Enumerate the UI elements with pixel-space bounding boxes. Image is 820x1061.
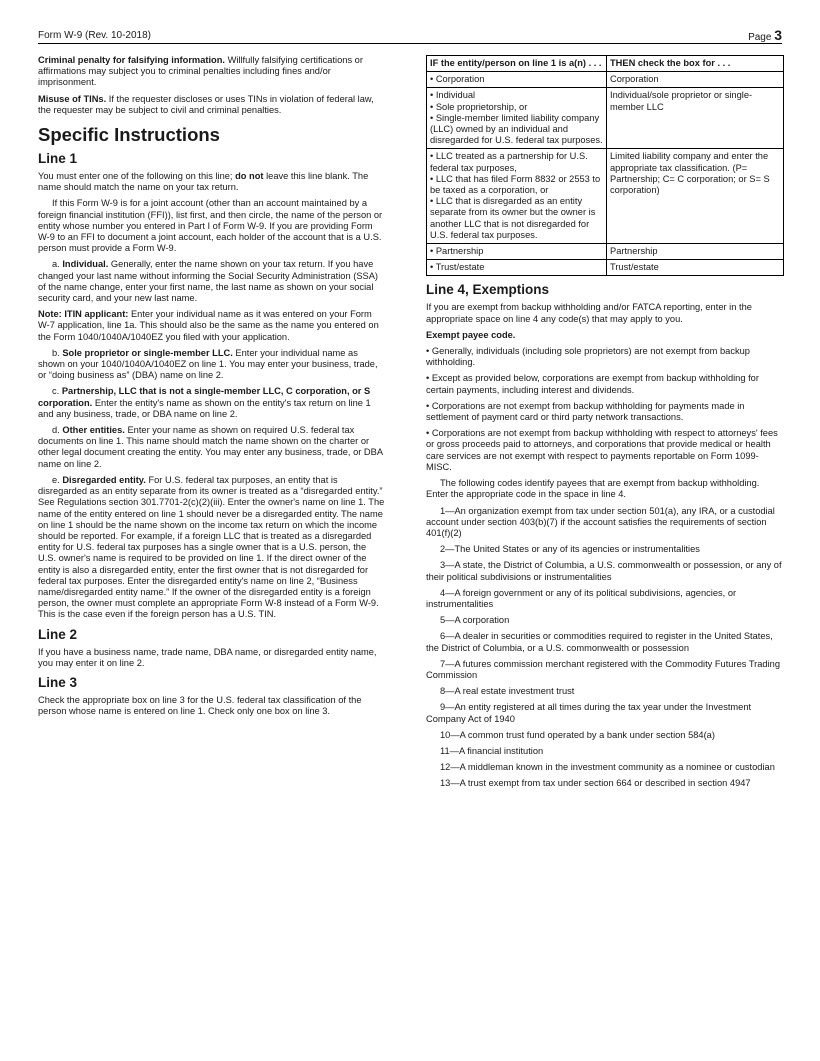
exempt-bullet: • Except as provided below, corporations are exempt from backup withholding for certain payments, including interest and dividends. bbox=[426, 373, 759, 395]
exempt-code-item: 7—A futures commission merchant registered with the Commodity Futures Trading Commission bbox=[426, 658, 780, 680]
page-label: Page bbox=[748, 32, 772, 43]
exempt-bullet: • Corporations are not exempt from backup withholding with respect to attorneys' fees or gross proceeds paid to attorneys, and corporations that provide medical or health care services are not exempt with respect to payments reportable on Form 1099-MISC. bbox=[426, 428, 778, 472]
page-number: 3 bbox=[774, 27, 782, 43]
table-cell-right: Corporation bbox=[607, 72, 784, 88]
exempt-code-item: 5—A corporation bbox=[440, 615, 510, 626]
exempt-code-item: 12—A middleman known in the investment community as a nominee or custodian bbox=[440, 762, 775, 773]
exempt-code-item: 4—A foreign government or any of its political subdivisions, agencies, or instrumentalities bbox=[426, 587, 737, 609]
exempt-code-item: 2—The United States or any of its agencies or instrumentalities bbox=[440, 544, 700, 555]
line4-intro-paragraph: If you are exempt from backup withholding and/or FATCA reporting, enter in the appropriate space on line 4 any code(s) that may apply to you. bbox=[426, 302, 752, 324]
table-cell-right: Partnership bbox=[607, 244, 784, 260]
table-cell-left: • Individual • Sole proprietorship, or • Single-member limited liability company (LLC) owned by an individual and disregarded for U.S. federal tax purposes. bbox=[427, 88, 607, 149]
exempt-code-item: 13—A trust exempt from tax under section 664 or described in section 4947 bbox=[440, 778, 751, 789]
line4-heading: Line 4, Exemptions bbox=[426, 282, 550, 298]
misuse-paragraph: Misuse of TINs. If the requester discloses or uses TINs in violation of federal law, the requester may be subject to civil and criminal penalties. bbox=[38, 93, 374, 115]
joint-account-paragraph: If this Form W-9 is for a joint account (other than an account maintained by a foreign financial institution (FFI)), list first, and then circle, the name of the person or entity whose number you entered in Part I of Form W-9. If you are providing Form W-9 to an FFI to document a joint account, each holder of the account that is a U.S. person must provide a Form W-9. bbox=[38, 198, 383, 254]
exempt-code-item: 3—A state, the District of Columbia, a U.S. commonwealth or possession, or any of their political subdivisions or instrumentalities bbox=[426, 560, 782, 582]
table-cell-right: Limited liability company and enter the appropriate tax classification. (P= Partnership; C= C corporation; or S= S corporation) bbox=[607, 149, 784, 244]
page-indicator bbox=[748, 27, 782, 43]
partnership-paragraph: c. Partnership, LLC that is not a single-member LLC, C corporation, or S corporation. Enter the entity's name as shown on the entity's tax return on line 1 and any business, trade, or DBA name on line 2. bbox=[38, 386, 371, 419]
table-row bbox=[427, 244, 784, 260]
entity-classification-table bbox=[426, 55, 784, 276]
page-header bbox=[38, 27, 782, 44]
specific-instructions-heading: Specific Instructions bbox=[38, 124, 220, 146]
line1-paragraph: You must enter one of the following on this line; do not leave this line blank. The name should match the name on your tax return. bbox=[38, 171, 369, 193]
exempt-code-item: 8—A real estate investment trust bbox=[440, 686, 575, 697]
exempt-bullet: • Corporations are not exempt from backup withholding for payments made in settlement of payment card or third party network transactions. bbox=[426, 400, 745, 423]
exempt-payee-heading: Exempt payee code. bbox=[426, 329, 516, 340]
sole-proprietor-paragraph: b. Sole proprietor or single-member LLC. Enter your individual name as shown on your 1040/1040A/1040EZ on line 1. You may enter your business, trade, or “doing business as” (DBA) name on line 2. bbox=[38, 347, 378, 381]
exempt-code-item: 9—An entity registered at all times during the tax year under the Investment Company Act of 1940 bbox=[426, 702, 752, 724]
other-entities-paragraph: d. Other entities. Enter your name as shown on required U.S. federal tax documents on line 1. This name should match the name shown on the charter or other legal document creating the entity. You may enter any business, trade, or DBA name on line 2. bbox=[38, 425, 383, 469]
exempt-code-item: 11—A financial institution bbox=[440, 745, 544, 756]
table-cell-left: • Corporation bbox=[427, 72, 607, 88]
exempt-code-item: 1—An organization exempt from tax under section 501(a), any IRA, or a custodial account under section 403(b)(7) if the account satisfies the requirements of section 401(f)(2) bbox=[426, 505, 775, 538]
left-column bbox=[38, 55, 385, 722]
exempt-code-item: 10—A common trust fund operated by a bank under section 584(a) bbox=[440, 729, 715, 740]
table-cell-right: Individual/sole proprietor or single-member LLC bbox=[607, 88, 784, 149]
individual-paragraph: a. Individual. Generally, enter the name shown on your tax return. If you have changed your last name without informing the Social Security Administration (SSA) of the name change, enter your first name, the last name as shown on your social security card, and your new last name. bbox=[38, 259, 379, 304]
table-header-left: IF the entity/person on line 1 is a(n) . . . bbox=[427, 56, 607, 72]
table-row bbox=[427, 260, 784, 276]
exempt-code-item: 6—A dealer in securities or commodities required to register in the United States, the District of Columbia, or a U.S. commonwealth or possession bbox=[426, 631, 773, 653]
right-column bbox=[426, 55, 784, 795]
disregarded-entity-paragraph: e. Disregarded entity. For U.S. federal tax purposes, an entity that is disregarded as an entity separate from its owner is treated as a “disregarded entity.” See Regulations section 301.7701-2(c)(2)(iii). Enter the owner's name on line 1. The name of the entity entered on line 1 should never be a disregarded entity. The name on line 1 should be the name shown on the income tax return on which the income should be reported. For example, if a foreign LLC that is treated as a disregarded entity for U.S. federal tax purposes has a single owner that is a U.S. person, the U.S. owner's name is required to be provided on line 1. If the direct owner of the entity is also a disregarded entity, enter the first owner that is not disregarded for federal tax purposes. Enter the disregarded entity's name on line 2, “Business name/disregarded entity name.” If the owner of the disregarded entity is a foreign person, the owner must complete an appropriate Form W-8 instead of a Form W-9. This is the case even if the foreign person has a U.S. TIN. bbox=[38, 474, 385, 620]
line3-heading: Line 3 bbox=[38, 674, 78, 690]
exempt-bullet: • Generally, individuals (including sole proprietors) are not exempt from backup withholding. bbox=[426, 346, 750, 368]
table-header-row bbox=[427, 56, 784, 72]
penalty-paragraph: Criminal penalty for falsifying information. Willfully falsifying certifications or affirmations may subject you to criminal penalties including fines and/or imprisonment. bbox=[38, 55, 363, 88]
table-cell-left: • Trust/estate bbox=[427, 260, 607, 276]
itin-note-paragraph: Note: ITIN applicant: Enter your individual name as it was entered on your Form W-7 application, line 1a. This should also be the same as the name you entered on the Form 1040/1040A/1040EZ you filed with your application. bbox=[38, 309, 379, 342]
table-row bbox=[427, 149, 784, 244]
table-cell-left: • Partnership bbox=[427, 244, 607, 260]
line3-paragraph: Check the appropriate box on line 3 for the U.S. federal tax classification of the person whose name is entered on line 1. Check only one box on line 3. bbox=[38, 694, 362, 717]
form-label: Form W-9 (Rev. 10-2018) bbox=[38, 30, 151, 41]
line1-heading: Line 1 bbox=[38, 151, 78, 167]
table-header-right: THEN check the box for . . . bbox=[607, 56, 784, 72]
table-row bbox=[427, 72, 784, 88]
line2-paragraph: If you have a business name, trade name, DBA name, or disregarded entity name, you may enter it on line 2. bbox=[38, 646, 377, 668]
table-cell-right: Trust/estate bbox=[607, 260, 784, 276]
line2-heading: Line 2 bbox=[38, 626, 78, 642]
table-cell-left: • LLC treated as a partnership for U.S. federal tax purposes, • LLC that has filed Form 8832 or 2553 to be taxed as a corporation, or • LLC that is disregarded as an entity separate from its owner but the owner is another LLC that is not disregarded for U.S. federal tax purposes. bbox=[427, 149, 607, 244]
codes-intro-paragraph: The following codes identify payees that are exempt from backup withholding. Enter the appropriate code in the space in line 4. bbox=[426, 478, 760, 500]
table-row bbox=[427, 88, 784, 149]
